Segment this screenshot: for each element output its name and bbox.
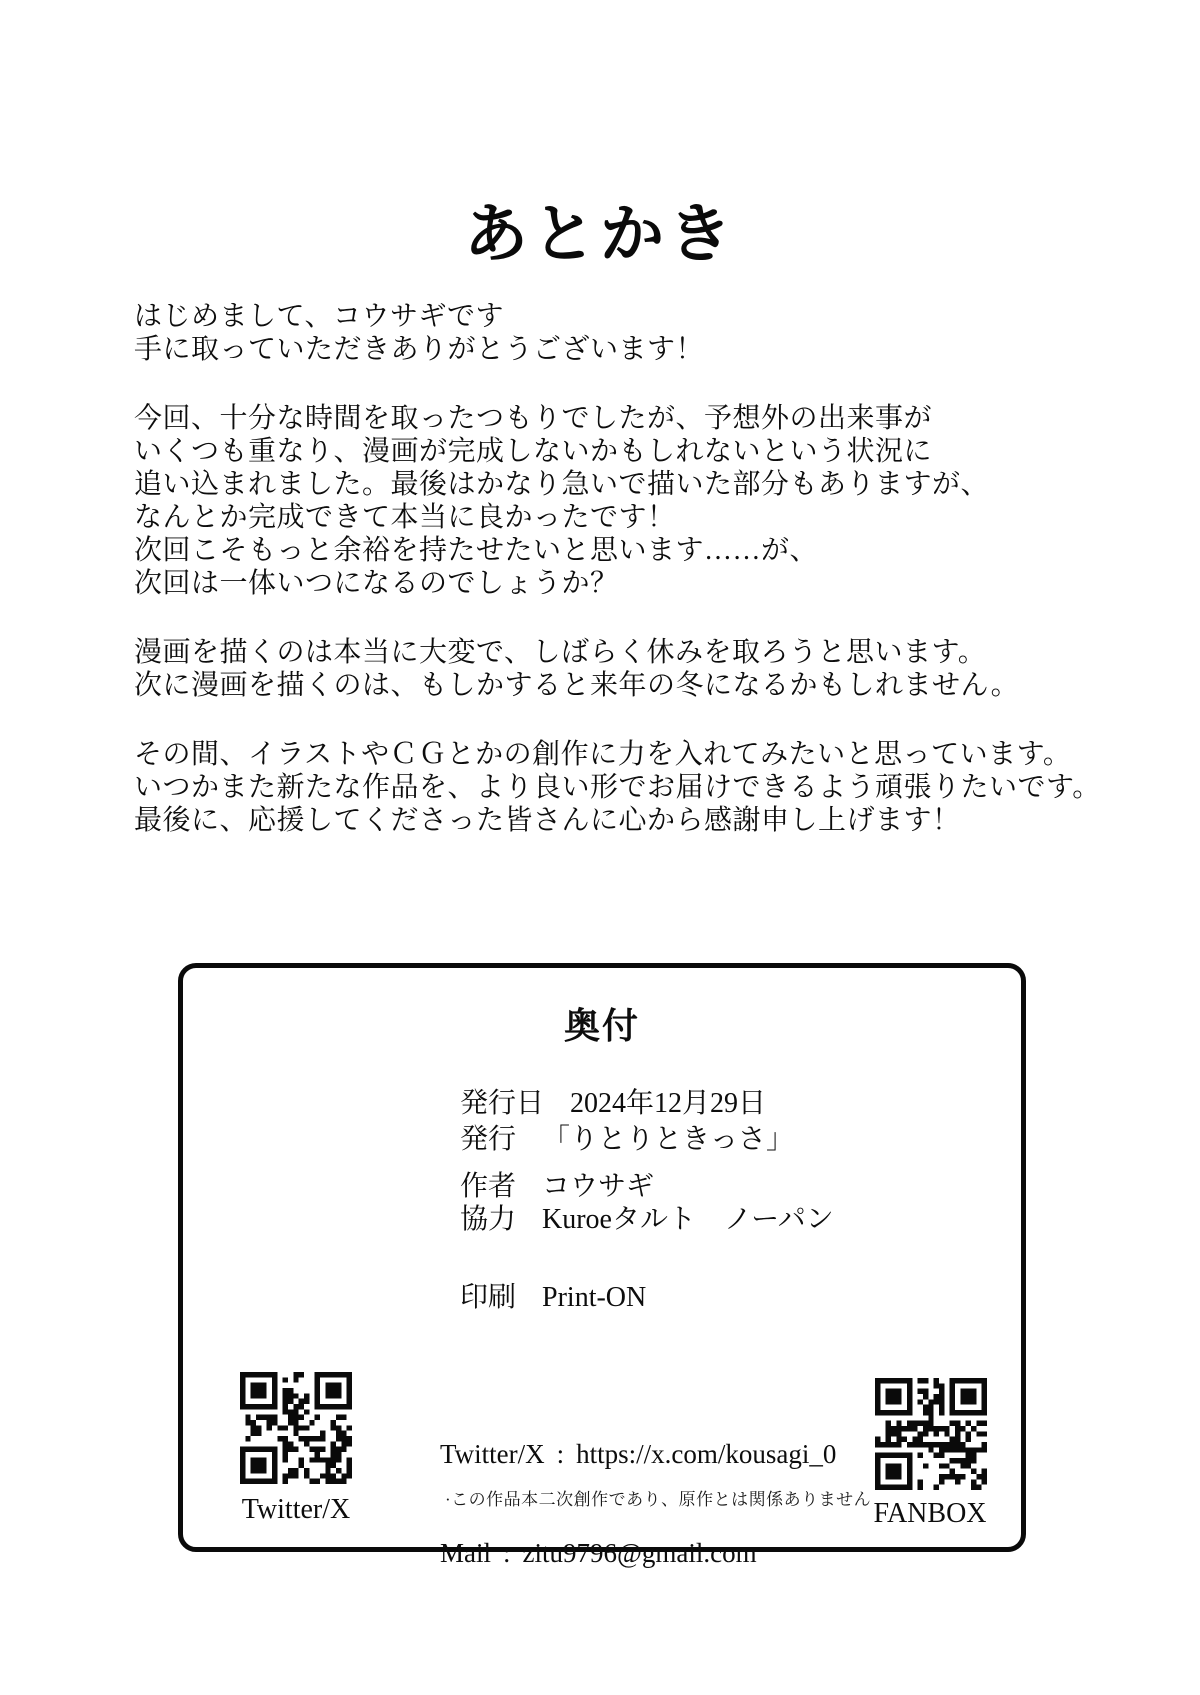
colophon-row-label: 作者 — [460, 1171, 517, 1202]
colophon-row-label: 印刷 — [460, 1282, 517, 1313]
afterword-line: はじめまして、コウサギです — [134, 301, 504, 332]
page-title: あとかき — [464, 198, 736, 272]
colophon-title: 奥付 — [563, 1006, 640, 1046]
afterword-line: 次に漫画を描くのは、もしかすると来年の冬になるかもしれません。 — [134, 670, 1020, 701]
colophon-row-value: 2024年12月29日 — [570, 1088, 767, 1119]
afterword-paragraph — [134, 636, 1074, 702]
contact-value: zitu9796@gmail.com — [522, 1538, 757, 1568]
afterword-line: 最後に、応援してくださった皆さんに心から感謝申し上げます！ — [134, 805, 961, 836]
colophon-row — [460, 1281, 834, 1314]
fanbox-qr-code-icon — [875, 1378, 987, 1490]
colophon-row-value: Print-ON — [542, 1282, 647, 1313]
afterword-line: なんとか完成できて本当に良かったです！ — [134, 502, 676, 533]
afterword-line: 手に取っていただきありがとうございます！ — [134, 334, 705, 365]
contact-label: Mail — [440, 1538, 491, 1568]
colophon-box — [178, 963, 1026, 1568]
contact-separator: : — [503, 1538, 511, 1568]
twitter-qr-code-icon — [240, 1372, 352, 1484]
contact-separator: : — [556, 1439, 565, 1469]
contact-line — [440, 1438, 836, 1471]
afterword-line: 次回は一体いつになるのでしょうか？ — [134, 568, 619, 599]
afterword-line: 追い込まれました。最後はかなり急いで描いた部分もありますが、 — [134, 469, 990, 500]
colophon-row-label: 協力 — [460, 1204, 517, 1235]
colophon-row-label: 発行 — [460, 1124, 517, 1155]
afterword-line: その間、イラストやＣＧとかの創作に力を入れてみたいと思っています。 — [134, 739, 1072, 770]
afterword-line: いくつも重なり、漫画が完成しないかもしれないという状況に — [134, 436, 933, 467]
afterword-line: 次回こそもっと余裕を持たせたいと思います……が、 — [134, 535, 819, 566]
afterword-paragraph — [134, 402, 1074, 600]
colophon-row — [460, 1170, 834, 1203]
contact-value: https://x.com/kousagi_0 — [576, 1439, 837, 1469]
colophon-row — [460, 1123, 834, 1156]
fanbox-qr-label: FANBOX — [873, 1498, 987, 1529]
colophon-row-value: 「りとりときっさ」 — [542, 1124, 795, 1155]
colophon-row — [460, 1203, 834, 1236]
afterword-paragraph — [134, 300, 1074, 366]
afterword-paragraph — [134, 738, 1101, 837]
afterword-line: いつかまた新たな作品を、より良い形でお届けできるよう頑張りたいです。 — [134, 772, 1101, 803]
contact-label: Twitter/X — [440, 1439, 545, 1469]
colophon-row-label: 発行日 — [460, 1088, 545, 1119]
colophon-row-value: コウサギ — [542, 1171, 655, 1202]
afterword-line: 漫画を描くのは本当に大変で、しばらく休みを取ろうと思います。 — [134, 637, 987, 668]
afterword-line: 今回、十分な時間を取ったつもりでしたが、予想外の出来事が — [134, 403, 933, 434]
contact-line — [440, 1537, 836, 1570]
colophon-row — [460, 1087, 834, 1120]
afterword-text — [134, 300, 1101, 837]
twitter-qr-label: Twitter/X — [241, 1494, 351, 1525]
colophon-row-value: Kuroeタルト ノーパン — [542, 1204, 834, 1235]
colophon-rows — [460, 1087, 834, 1314]
disclaimer-text: ·この作品本二次創作であり、原作とは関係ありません — [445, 1490, 872, 1509]
